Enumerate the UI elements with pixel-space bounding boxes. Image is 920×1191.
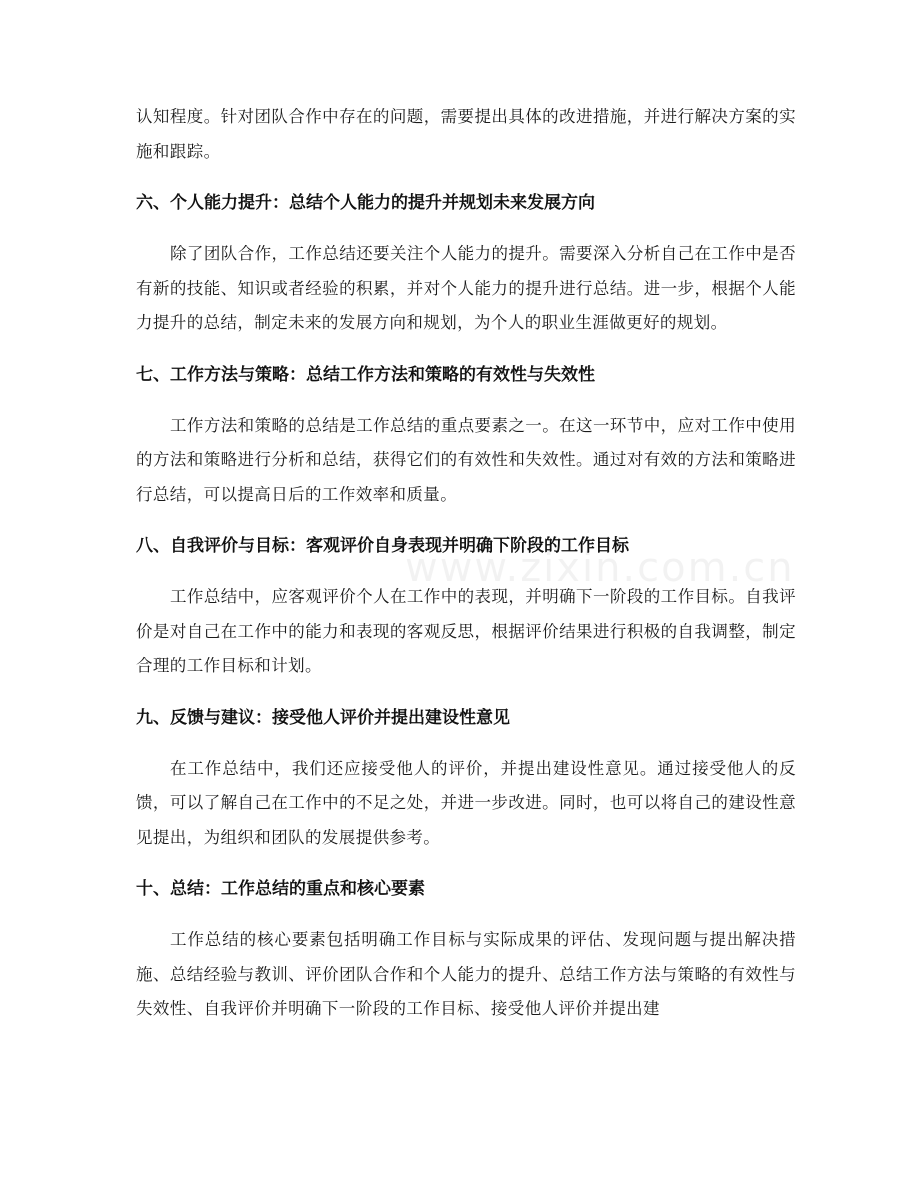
- watermark: www.zixin.com.cn: [405, 545, 795, 591]
- paragraph-section-10: 工作总结的核心要素包括明确工作目标与实际成果的评估、发现问题与提出解决措施、总结经验与教训、评价团队合作和个人能力的提升、总结工作方法与策略的有效性与失效性、自我评价并明确下一阶段的工作目标、接受他人评价并提出建: [136, 930, 796, 1018]
- paragraph-section-7: 工作方法和策略的总结是工作总结的重点要素之一。在这一环节中，应对工作中使用的方法和策略进行分析和总结，获得它们的有效性和失效性。通过对有效的方法和策略进行总结，可以提高日后的工作效率和质量。: [136, 415, 796, 504]
- section-heading-7: 七、工作方法与策略：总结工作方法和策略的有效性与失效性: [136, 364, 595, 385]
- section-heading-6: 六、个人能力提升：总结个人能力的提升并规划未来发展方向: [136, 193, 595, 213]
- paragraph-continuation: 认知程度。针对团队合作中存在的问题，需要提出具体的改进措施，并进行解决方案的实施和跟踪。: [136, 107, 796, 161]
- section-heading-10: 十、总结：工作总结的重点和核心要素: [136, 879, 425, 899]
- paragraph-section-6: 除了团队合作，工作总结还要关注个人能力的提升。需要深入分析自己在工作中是否有新的技能、知识或者经验的积累，并对个人能力的提升进行总结。进一步，根据个人能力提升的总结，制定未来的发展方向和规划，为个人的职业生涯做更好的规划。: [136, 244, 796, 332]
- paragraph-section-8: 工作总结中，应客观评价个人在工作中的表现，并明确下一阶段的工作目标。自我评价是对自己在工作中的能力和表现的客观反思，根据评价结果进行积极的自我调整，制定合理的工作目标和计划。: [136, 587, 796, 675]
- section-heading-8: 八、自我评价与目标：客观评价自身表现并明确下阶段的工作目标: [136, 536, 629, 556]
- section-heading-9: 九、反馈与建议：接受他人评价并提出建设性意见: [136, 707, 510, 728]
- paragraph-section-9: 在工作总结中，我们还应接受他人的评价，并提出建设性意见。通过接受他人的反馈，可以了解自己在工作中的不足之处，并进一步改进。同时，也可以将自己的建设性意见提出，为组织和团队的发展提供参考。: [136, 758, 796, 847]
